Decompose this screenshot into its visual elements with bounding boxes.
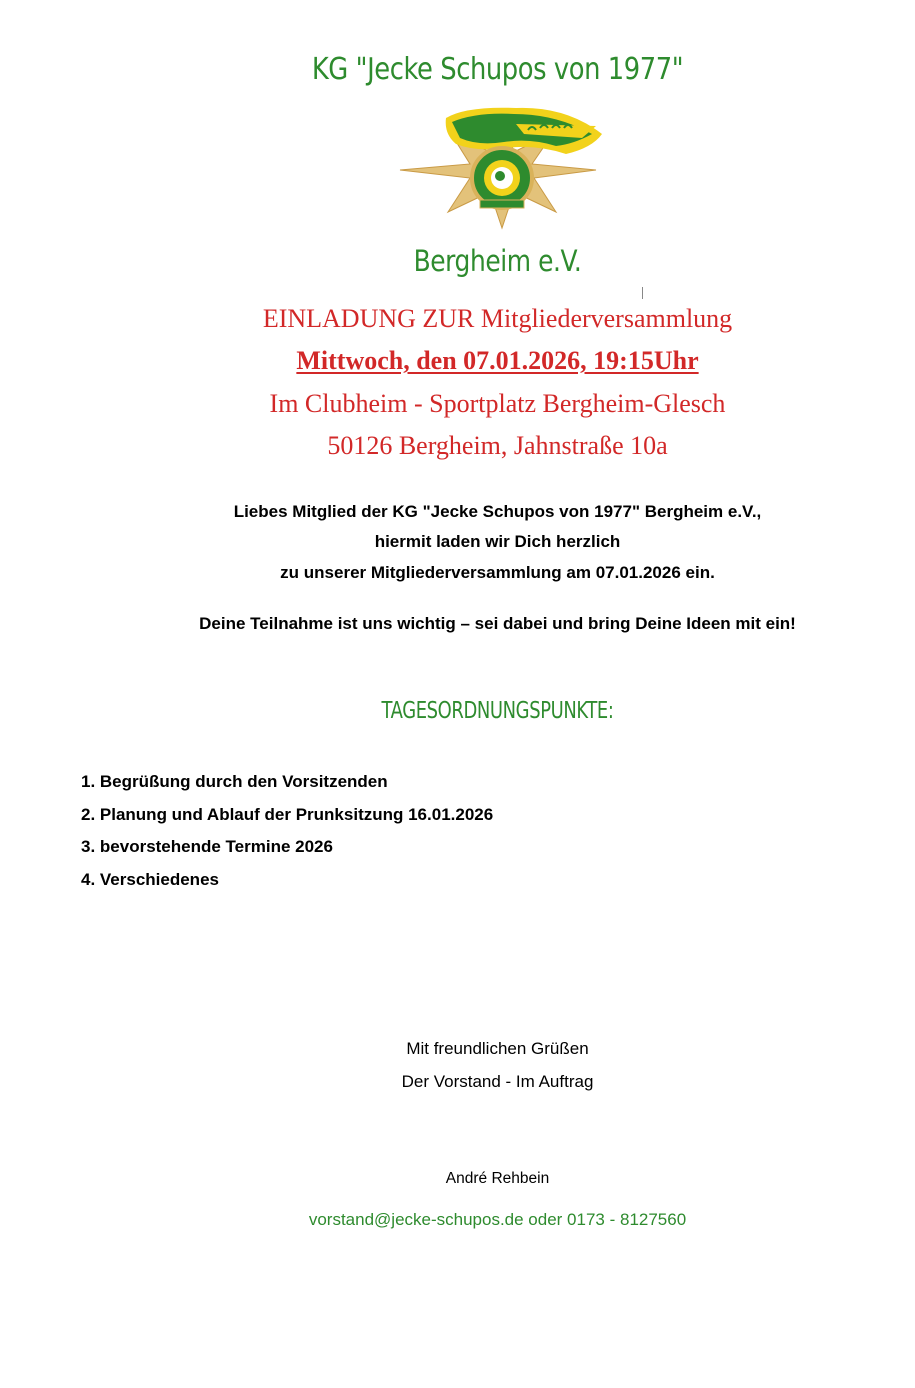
signer-name: André Rehbein (445, 1170, 550, 1187)
text-cursor-mark (642, 287, 643, 299)
intro-line-1: Liebes Mitglied der KG "Jecke Schupos von 1977" Bergheim e.V., (233, 502, 762, 521)
club-suffix: Bergheim e.V. (413, 244, 582, 278)
closing-greeting: Mit freundlichen Grüßen (406, 1039, 589, 1058)
club-name: KG "Jecke Schupos von 1977" (311, 52, 684, 87)
contact-info[interactable]: vorstand@jecke-schupos.de oder 0173 - 8127560 (308, 1210, 687, 1229)
invitation-date-time: Mittwoch, den 07.01.2026, 19:15Uhr (296, 346, 699, 375)
agenda-item: 4. Verschiedenes (81, 869, 219, 889)
closing-signed-by: Der Vorstand - Im Auftrag (401, 1072, 594, 1091)
agenda-title: TAGESORDNUNGSPUNKTE: (381, 698, 614, 724)
club-emblem-logo (396, 104, 608, 230)
invitation-address: 50126 Bergheim, Jahnstraße 10a (327, 431, 668, 460)
invitation-venue: Im Clubheim - Sportplatz Bergheim-Glesch (269, 389, 726, 418)
intro-line-4: Deine Teilnahme ist uns wichtig – sei dabei und bring Deine Ideen mit ein! (199, 614, 796, 633)
agenda-item: 3. bevorstehende Termine 2026 (81, 837, 333, 856)
intro-line-3: zu unserer Mitgliederversammlung am 07.01.2026 ein. (280, 563, 715, 582)
invitation-heading: EINLADUNG ZUR Mitgliederversammlung (262, 304, 733, 333)
agenda-item: 1. Begrüßung durch den Vorsitzenden (81, 772, 388, 791)
intro-line-2: hiermit laden wir Dich herzlich (374, 532, 621, 551)
agenda-item: 2. Planung und Ablauf der Prunksitzung 16.01.2026 (81, 804, 494, 824)
agenda-list (81, 766, 493, 896)
